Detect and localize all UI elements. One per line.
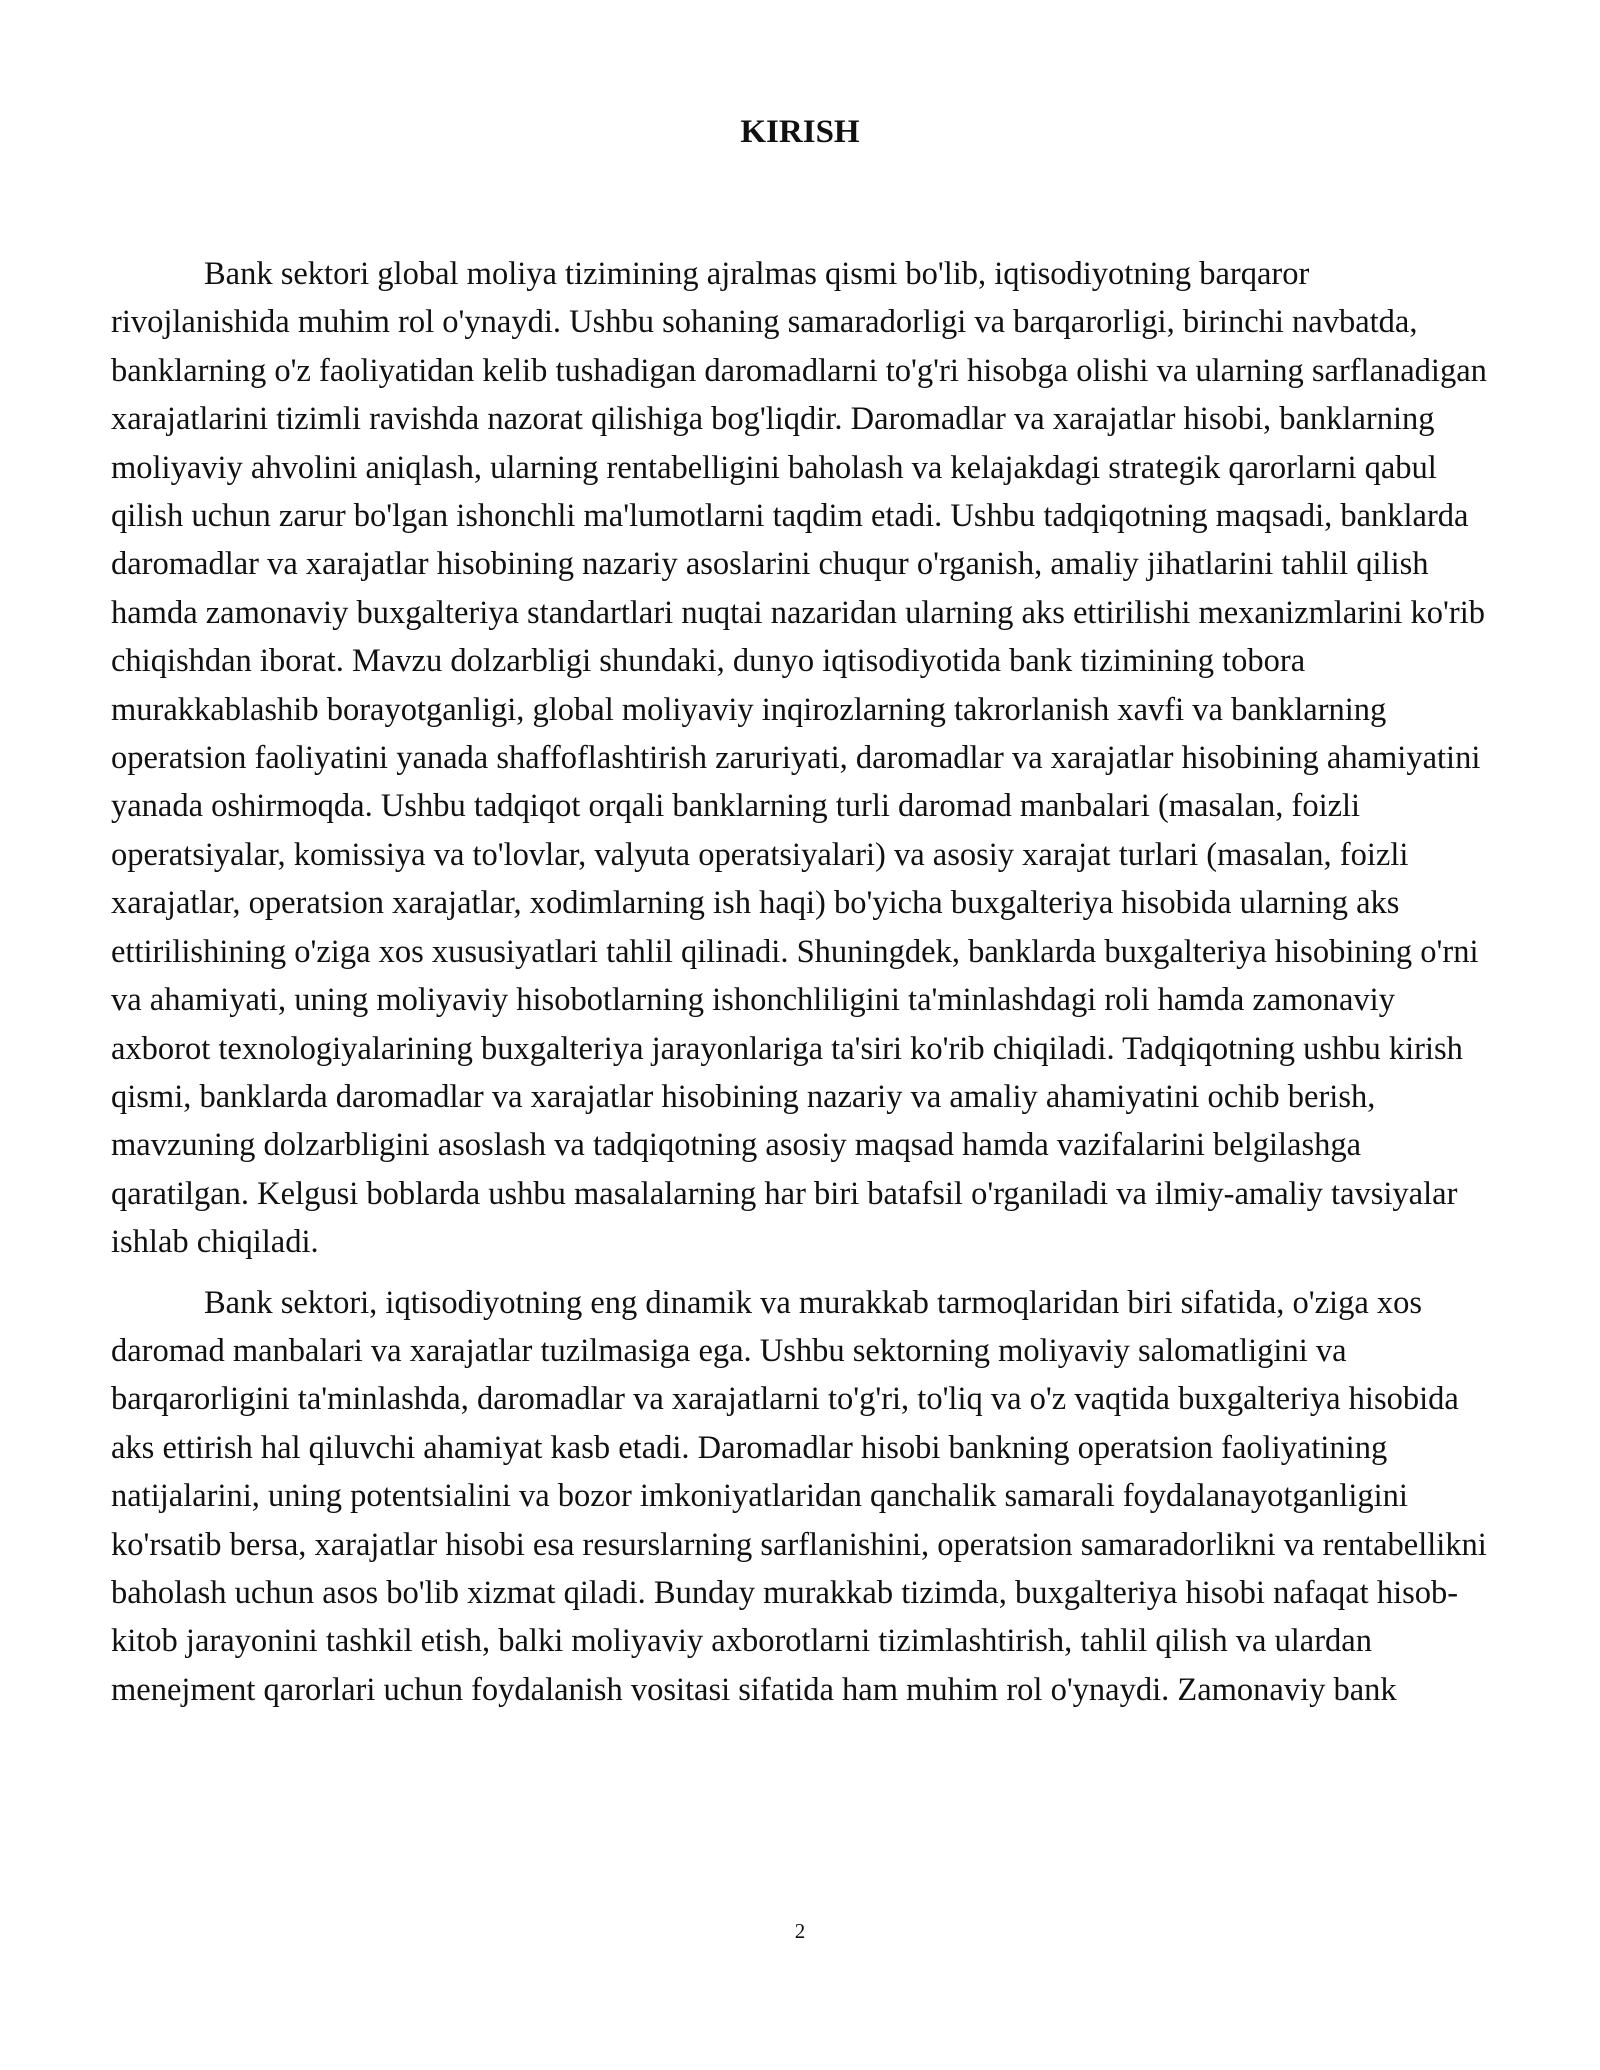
page-number: 2: [794, 1919, 806, 1943]
page-title: KIRISH: [740, 114, 860, 150]
paragraph-2: Bank sektori, iqtisodiyotning eng dinamik va murakkab tarmoqlaridan biri sifatida, o'ziga xos daromad manbalari va xarajatlar tuzilmasiga ega. Ushbu sektorning moliyaviy salomatligini va barqarorligini ta'minlashda, daromadlar va xarajatlarni to'g'ri, to'liq va o'z vaqtida buxgalteriya hisobida aks ettirish hal qiluvchi ahamiyat kasb etadi. Daromadlar hisobi bankning operatsion faoliyatining natijalarini, uning potentsialini va bozor imkoniyatlaridan qanchalik samarali foydalanayotganligini ko'rsatib bersa, xarajatlar hisobi esa resurslarning sarflanishini, operatsion samaradorlikni va rentabellikni baholash uchun asos bo'lib xizmat qiladi. Bunday murakkab tizimda, buxgalteriya hisobi nafaqat hisob-kitob jarayonini tashkil etish, balki moliyaviy axborotlarni tizimlashtirish, tahlil qilish va ulardan menejment qarorlari uchun foydalanish vositasi sifatida ham muhim rol o'ynaydi. Zamonaviy bank: [111, 1284, 1487, 1708]
paragraph-1: Bank sektori global moliya tizimining ajralmas qismi bo'lib, iqtisodiyotning barqaror rivojlanishida muhim rol o'ynaydi. Ushbu sohaning samaradorligi va barqarorligi, birinchi navbatda, banklarning o'z faoliyatidan kelib tushadigan daromadlarni to'g'ri hisobga olishi va ularning sarflanadigan xarajatlarini tizimli ravishda nazorat qilishiga bog'liqdir. Daromadlar va xarajatlar hisobi, banklarning moliyaviy ahvolini aniqlash, ularning rentabelligini baholash va kelajakdagi strategik qarorlarni qabul qilish uchun zarur bo'lgan ishonchli ma'lumotlarni taqdim etadi. Ushbu tadqiqotning maqsadi, banklarda daromadlar va xarajatlar hisobining nazariy asoslarini chuqur o'rganish, amaliy jihatlarini tahlil qilish hamda zamonaviy buxgalteriya standartlari nuqtai nazaridan ularning aks ettirilishi mexanizmlarini ko'rib chiqishdan iborat. Mavzu dolzarbligi shundaki, dunyo iqtisodiyotida bank tizimining tobora murakkablashib borayotganligi, global moliyaviy inqirozlarning takrorlanish xavfi va banklarning operatsion faoliyatini yanada shaffoflashtirish zaruriyati, daromadlar va xarajatlar hisobining ahamiyatini yanada oshirmoqda. Ushbu tadqiqot orqali banklarning turli daromad manbalari (masalan, foizli operatsiyalar, komissiya va to'lovlar, valyuta operatsiyalari) va asosiy xarajat turlari (masalan, foizli xarajatlar, operatsion xarajatlar, xodimlarning ish haqi) bo'yicha buxgalteriya hisobida ularning aks ettirilishining o'ziga xos xususiyatlari tahlil qilinadi. Shuningdek, banklarda buxgalteriya hisobining o'rni va ahamiyati, uning moliyaviy hisobotlarning ishonchliligini ta'minlashdagi roli hamda zamonaviy axborot texnologiyalarining buxgalteriya jarayonlariga ta'siri ko'rib chiqiladi. Tadqiqotning ushbu kirish qismi, banklarda daromadlar va xarajatlar hisobining nazariy va amaliy ahamiyatini ochib berish, mavzuning dolzarbligini asoslash va tadqiqotning asosiy maqsad hamda vazifalarini belgilashga qaratilgan. Kelgusi boblarda ushbu masalalarning har biri batafsil o'rganiladi va ilmiy-amaliy tavsiyalar ishlab chiqiladi.: [111, 256, 1487, 1261]
body-text: [111, 250, 1491, 1726]
